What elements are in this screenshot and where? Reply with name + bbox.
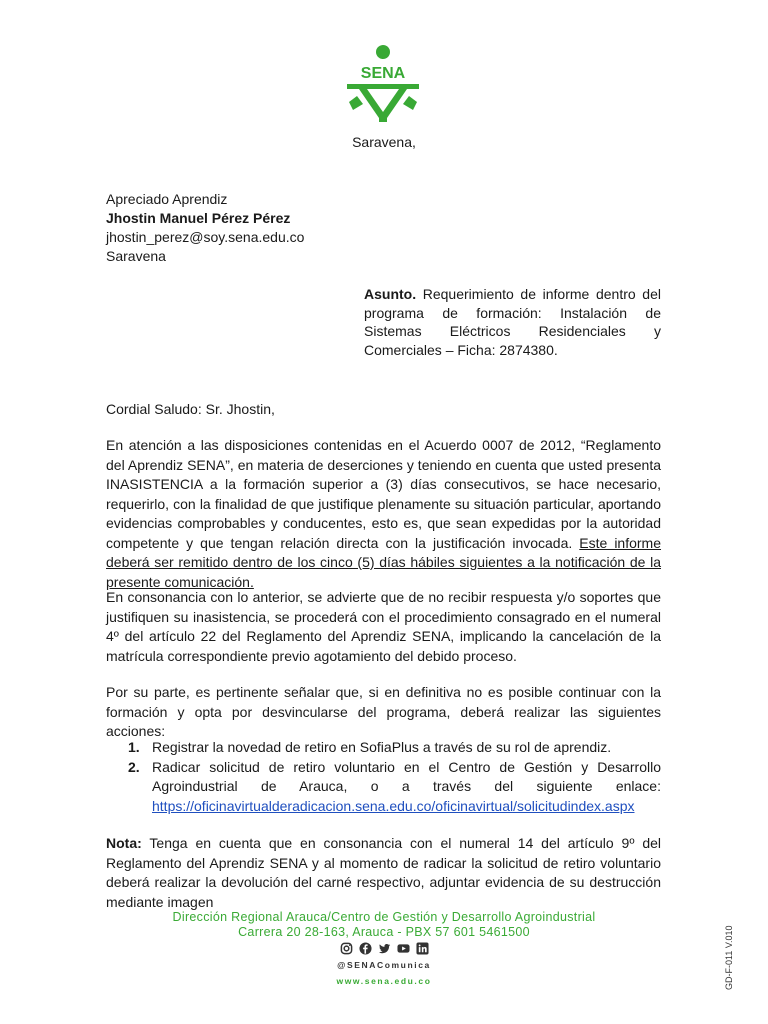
note-paragraph <box>106 834 661 912</box>
document-code: GD-F-011 V.010 <box>724 925 734 990</box>
deadline-notice: Este informe deberá ser remitido dentro de los cinco (5) días hábiles siguientes a la notificación de la presente comunicación. <box>106 534 662 590</box>
footer-address <box>0 910 768 940</box>
paragraph-attendance <box>106 436 661 592</box>
withdrawal-request-link[interactable]: https://oficinavirtualderadicacion.sena.edu.co/oficinavirtual/solicitudindex.aspx <box>152 797 635 814</box>
social-handle: @SENAComunica <box>337 960 431 970</box>
step-text: Radicar solicitud de retiro voluntario en el Centro de Gestión y Desarrollo Agroindustrial de Arauca, o a través del siguiente enlace: <box>152 758 661 794</box>
recipient-city: Saravena <box>106 248 166 264</box>
footer-line-2: Carrera 20 28-163, Arauca - PBX 57 601 5461500 <box>238 925 530 939</box>
instagram-icon[interactable] <box>340 942 353 955</box>
recipient-block <box>106 190 304 266</box>
youtube-icon[interactable] <box>397 942 410 955</box>
recipient-salutation: Apreciado Aprendiz <box>106 191 228 207</box>
letter-city: Saravena, <box>352 134 416 150</box>
website-link[interactable]: www.sena.edu.co <box>336 976 432 986</box>
list-item <box>106 738 661 758</box>
withdrawal-steps <box>106 738 661 816</box>
step-number: 2. <box>128 758 140 775</box>
paragraph-withdrawal: Por su parte, es pertinente señalar que, si en definitiva no es posible continuar con la formación y opta por desvincularse del programa, deberá realizar las siguientes acciones: <box>106 684 661 739</box>
svg-text:SENA: SENA <box>360 65 406 82</box>
footer-line-1: Dirección Regional Arauca/Centro de Gestión y Desarrollo Agroindustrial <box>172 910 596 924</box>
facebook-icon[interactable] <box>359 942 372 955</box>
twitter-icon[interactable] <box>378 942 391 955</box>
sena-logo <box>345 44 421 122</box>
linkedin-icon[interactable] <box>416 942 429 955</box>
paragraph-consequences: En consonancia con lo anterior, se advierte que de no recibir respuesta y/o soportes que justifiquen su inasistencia, se procederá con el procedimiento consagrado en el numeral 4º del artículo 22 del Reglamento del Aprendiz SENA, implicando la cancelación de la matrícula correspondiente previo agotamiento del debido proceso. <box>106 589 661 664</box>
note-label: Nota: <box>106 835 142 851</box>
subject-block <box>364 285 661 359</box>
paragraph-attendance-text: En atención a las disposiciones contenidas en el Acuerdo 0007 de 2012, “Reglamento del Aprendiz SENA”, en materia de deserciones y teniendo en cuenta que usted presenta INASISTENCIA a la formación superior a (3) días consecutivos, se hace necesario, requerirlo, con la finalidad de que justifique plenamente su situación particular, aportando evidencias comprobables y conducentes, esto es, que sean expedidas por la autoridad competente y que tengan relación directa con la justificación invocada. <box>106 437 661 551</box>
list-item <box>106 758 661 817</box>
step-text: Registrar la novedad de retiro en SofiaPlus a través de su rol de aprendiz. <box>152 739 612 755</box>
recipient-name: Jhostin Manuel Pérez Pérez <box>106 210 291 226</box>
greeting: Cordial Saludo: Sr. Jhostin, <box>106 401 275 417</box>
subject-label: Asunto. <box>364 286 417 302</box>
sena-logo-icon <box>345 44 421 122</box>
social-icons <box>0 942 768 955</box>
note-text: Tenga en cuenta que en consonancia con el numeral 14 del artículo 9º del Reglamento del Aprendiz SENA y al momento de radicar la solicitud de retiro voluntario deberá realizar la devolución del carné respectivo, adjuntar evidencia de su destrucción mediante imagen <box>106 835 661 910</box>
step-number: 1. <box>128 739 140 755</box>
recipient-email: jhostin_perez@soy.sena.edu.co <box>106 229 305 245</box>
subject-text: Requerimiento de informe dentro del programa de formación: Instalación de Sistemas Eléctricos Residenciales y Comerciales – Ficha: 2874380. <box>364 286 661 358</box>
